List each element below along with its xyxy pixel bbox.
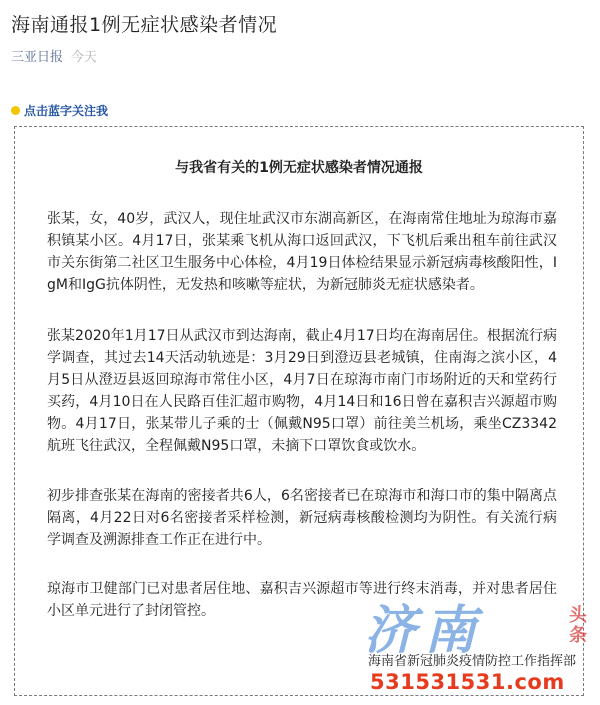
watermark-site: 531531531.com <box>370 670 565 694</box>
notice-paragraph: 琼海市卫健部门已对患者居住地、嘉积吉兴源超市等进行终末消毒，并对患者居住小区单元进行了封闭管控。 <box>47 581 557 619</box>
watermark-logo-side: 头条 <box>569 605 587 646</box>
notice-signature: 海南省新冠肺炎疫情防控工作指挥部 <box>367 654 576 669</box>
follow-dot-icon <box>11 106 20 115</box>
follow-label: 点击蓝字关注我 <box>24 103 109 118</box>
article-meta <box>11 46 97 65</box>
follow-prompt[interactable] <box>11 102 108 118</box>
notice-paragraph: 张某，女，40岁，武汉人，现住址武汉市东湖高新区，在海南常住地址为琼海市嘉积镇某小区。4月17日，张某乘飞机从海口返回武汉，下飞机后乘出租车前往武汉市关东街第二社区卫生服务中心体检，4月19日体检结果显示新冠病毒核酸阳性，IgM和IgG抗体阴性，无发热和咳嗽等症状，为新冠肺炎无症状感染者。 <box>47 211 557 293</box>
publish-time: 今天 <box>71 50 98 65</box>
source-account-link[interactable]: 三亚日报 <box>11 50 64 65</box>
notice-title: 与我省有关的1例无症状感染者情况通报 <box>175 160 423 176</box>
article-title: 海南通报1例无症状感染者情况 <box>11 14 278 36</box>
notice-paragraph: 初步排查张某在海南的密接者共6人，6名密接者已在琼海市和海口市的集中隔离点隔离，4月22日对6名密接者采样检测，新冠病毒核酸检测均为阴性。有关流行病学调查及溯源排查工作正在进行中。 <box>47 488 557 548</box>
notice-paragraph: 张某2020年1月17日从武汉市到达海南，截止4月17日均在海南居住。根据流行病学调查，其过去14天活动轨迹是：3月29日到澄迈县老城镇，住南海之滨小区，4月5日从澄迈县返回琼海市常住小区，4月7日在琼海市南门市场附近的天和堂药行买药，4月10日在人民路百佳汇超市购物，4月14日和16日曾在嘉积吉兴源超市购物。4月17日，张某带儿子乘的士（佩戴N95口罩）前往美兰机场，乘坐CZ3342航班飞往武汉，全程佩戴N95口罩，未摘下口罩饮食或饮水。 <box>47 328 557 454</box>
watermark-logo-text: 济南 <box>364 600 485 661</box>
